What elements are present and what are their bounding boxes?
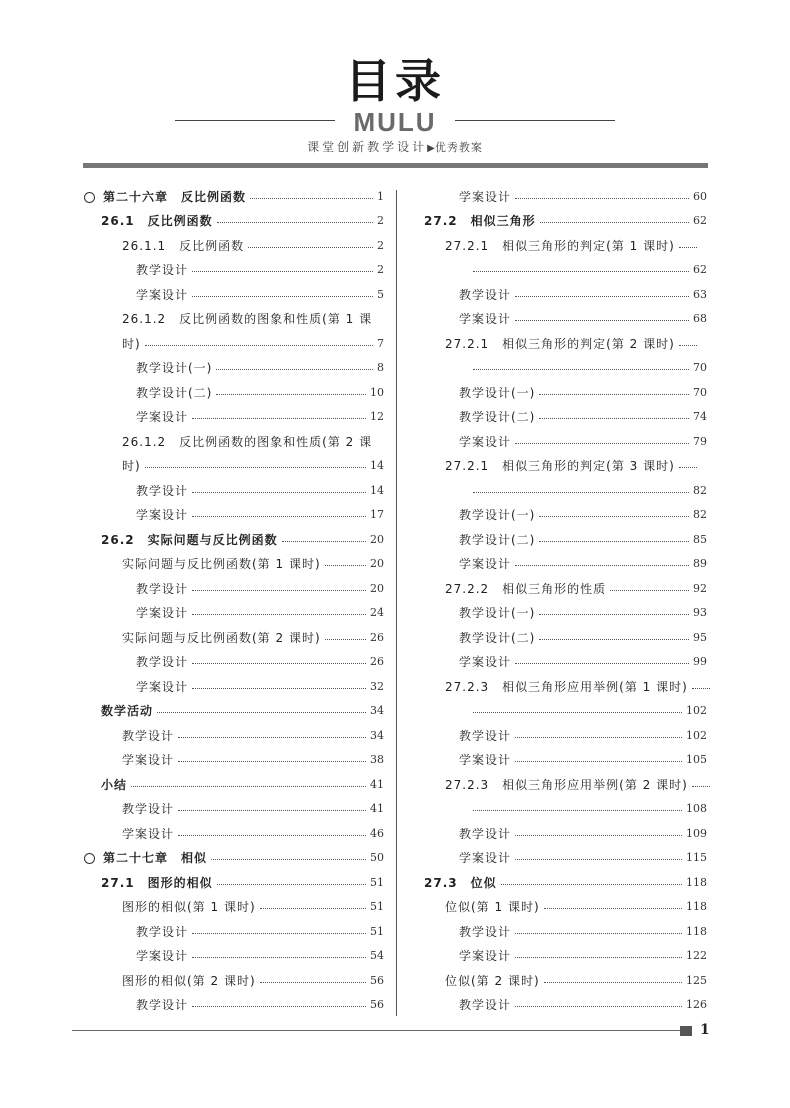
toc-entry[interactable] <box>407 870 707 895</box>
toc-entry-label: 教学设计 <box>122 728 175 743</box>
toc-entry-page: 70 <box>693 385 707 399</box>
toc-entry-page: 41 <box>370 777 384 791</box>
toc-entry[interactable] <box>84 209 384 234</box>
toc-entry-page: 54 <box>370 949 384 963</box>
toc-leader-dots <box>515 443 689 444</box>
toc-leader-dots <box>178 810 366 811</box>
toc-entry[interactable] <box>84 821 384 846</box>
toc-entry[interactable] <box>84 846 384 871</box>
toc-leader-dots <box>473 810 682 811</box>
toc-entry[interactable] <box>84 258 384 283</box>
toc-entry-label: 学案设计 <box>136 410 189 425</box>
toc-entry[interactable] <box>407 601 707 626</box>
toc-entry-page: 118 <box>686 900 707 914</box>
toc-entry-label: 教学设计 <box>136 263 189 278</box>
toc-entry-page: 5 <box>377 287 384 301</box>
toc-entry-label: 实际问题与反比例函数(第 2 课时) <box>122 630 321 645</box>
toc-entry[interactable] <box>407 846 707 871</box>
toc-entry-page: 50 <box>370 851 384 865</box>
page-number: 1 <box>700 1022 710 1038</box>
toc-entry[interactable] <box>84 307 384 332</box>
toc-entry-page: 63 <box>693 287 707 301</box>
toc-entry-label: 第二十七章 相似 <box>103 851 208 866</box>
toc-entry[interactable] <box>84 478 384 503</box>
toc-entry-label: 学案设计 <box>459 189 512 204</box>
toc-entry[interactable] <box>84 527 384 552</box>
toc-entry-label: 学案设计 <box>459 753 512 768</box>
toc-entry-page: 51 <box>370 875 384 889</box>
toc-entry-page: 108 <box>686 802 707 816</box>
toc-entry-label: 26.1 反比例函数 <box>101 214 213 229</box>
toc-leader-dots <box>131 786 366 787</box>
toc-entry[interactable] <box>84 454 384 479</box>
toc-entry[interactable] <box>84 895 384 920</box>
toc-entry[interactable] <box>84 919 384 944</box>
toc-entry-label: 教学设计 <box>136 924 189 939</box>
toc-entry[interactable] <box>407 282 707 307</box>
toc-leader-dots <box>192 933 366 934</box>
page-title: 目录 <box>345 54 445 108</box>
toc-entry[interactable] <box>84 233 384 258</box>
toc-entry-label: 学案设计 <box>136 949 189 964</box>
toc-entry-page: 56 <box>370 998 384 1012</box>
toc-entry[interactable] <box>84 674 384 699</box>
toc-entry-label: 小结 <box>101 777 128 792</box>
toc-leader-dots <box>145 345 373 346</box>
toc-entry-label: 学案设计 <box>459 557 512 572</box>
toc-entry-page: 34 <box>370 704 384 718</box>
toc-leader-dots <box>325 565 366 566</box>
circle-bullet-icon <box>84 192 95 203</box>
toc-leader-dots <box>515 565 689 566</box>
toc-entry[interactable] <box>84 601 384 626</box>
toc-entry-page: 51 <box>370 900 384 914</box>
toc-entry-label: 教学设计 <box>136 655 189 670</box>
toc-entry-label: 教学设计(二) <box>459 532 536 547</box>
toc-entry[interactable] <box>407 429 707 454</box>
toc-leader-dots <box>515 859 682 860</box>
toc-entry[interactable] <box>407 993 707 1018</box>
header-bar <box>83 163 708 168</box>
toc-leader-dots <box>473 492 689 493</box>
toc-entry-label: 教学设计(二) <box>459 410 536 425</box>
toc-entry-label: 27.1 图形的相似 <box>101 875 213 890</box>
toc-leader-dots <box>325 639 366 640</box>
toc-leader-dots <box>539 639 689 640</box>
toc-entry-page: 46 <box>370 826 384 840</box>
toc-entry[interactable] <box>84 503 384 528</box>
toc-entry[interactable] <box>84 576 384 601</box>
toc-leader-dots <box>157 712 366 713</box>
toc-leader-dots <box>539 418 689 419</box>
toc-entry[interactable] <box>407 552 707 577</box>
toc-leader-dots <box>192 492 366 493</box>
toc-leader-dots <box>178 835 366 836</box>
toc-entry[interactable] <box>84 748 384 773</box>
toc-entry[interactable] <box>407 674 707 699</box>
toc-leader-dots <box>515 761 682 762</box>
toc-entry-page: 1 <box>377 189 384 203</box>
column-divider <box>396 190 397 1016</box>
toc-entry[interactable] <box>84 429 384 454</box>
toc-entry[interactable] <box>407 748 707 773</box>
toc-entry-page: 14 <box>370 459 384 473</box>
toc-entry-label: 教学设计 <box>459 826 512 841</box>
toc-entry[interactable] <box>84 184 384 209</box>
toc-entry-label: 学案设计 <box>459 949 512 964</box>
toc-entry[interactable] <box>84 356 384 381</box>
toc-leader-dots <box>515 835 682 836</box>
toc-leader-dots <box>473 271 689 272</box>
footer-rule <box>72 1030 680 1031</box>
toc-entry-label: 教学设计 <box>459 998 512 1013</box>
toc-entry-label: 26.1.2 反比例函数的图象和性质(第 1 课 <box>122 312 373 327</box>
toc-entry[interactable] <box>407 772 707 797</box>
toc-entry-page: 105 <box>686 753 707 767</box>
toc-entry-page: 125 <box>686 973 707 987</box>
toc-leader-dots <box>248 247 373 248</box>
toc-leader-dots <box>515 296 689 297</box>
toc-entry[interactable] <box>84 650 384 675</box>
toc-entry-page: 82 <box>693 508 707 522</box>
toc-entry-label: 学案设计 <box>136 508 189 523</box>
toc-entry-page: 38 <box>370 753 384 767</box>
toc-entry-page: 79 <box>693 434 707 448</box>
toc-entry[interactable] <box>407 503 707 528</box>
toc-right-column <box>407 184 707 1017</box>
toc-leader-dots <box>692 786 710 787</box>
toc-entry-label: 学案设计 <box>459 655 512 670</box>
toc-entry-label: 教学设计 <box>122 802 175 817</box>
toc-entry-page: 89 <box>693 557 707 571</box>
toc-leader-dots <box>192 1006 366 1007</box>
toc-entry-label: 27.2.1 相似三角形的判定(第 3 课时) <box>445 459 675 474</box>
toc-leader-dots <box>211 859 366 860</box>
toc-entry[interactable] <box>84 870 384 895</box>
toc-leader-dots <box>540 222 689 223</box>
toc-entry-page: 118 <box>686 924 707 938</box>
toc-entry[interactable] <box>84 772 384 797</box>
toc-entry-label: 教学设计 <box>459 728 512 743</box>
toc-entry-page: 56 <box>370 973 384 987</box>
toc-entry[interactable] <box>84 405 384 430</box>
toc-entry-page: 26 <box>370 630 384 644</box>
toc-entry-page: 12 <box>370 410 384 424</box>
toc-entry[interactable] <box>84 282 384 307</box>
toc-entry-page: 68 <box>693 312 707 326</box>
toc-entry-label: 时) <box>122 459 141 474</box>
toc-left-column <box>84 184 384 1017</box>
toc-entry-label: 学案设计 <box>459 851 512 866</box>
toc-entry[interactable] <box>407 331 707 356</box>
toc-entry-label: 27.2.2 相似三角形的性质 <box>445 581 607 596</box>
toc-entry-page: 74 <box>693 410 707 424</box>
toc-entry-label: 数学活动 <box>101 704 154 719</box>
toc-entry-label: 第二十六章 反比例函数 <box>103 189 247 204</box>
toc-entry-label: 教学设计(一) <box>459 385 536 400</box>
toc-entry-label: 27.2.1 相似三角形的判定(第 1 课时) <box>445 238 675 253</box>
toc-leader-dots <box>192 516 366 517</box>
toc-entry[interactable] <box>84 723 384 748</box>
toc-entry-page: 20 <box>370 557 384 571</box>
toc-entry-label: 教学设计 <box>136 998 189 1013</box>
toc-entry-page: 126 <box>686 998 707 1012</box>
toc-entry-label: 位似(第 1 课时) <box>445 900 540 915</box>
toc-entry[interactable] <box>407 356 707 381</box>
toc-entry-label: 学案设计 <box>136 287 189 302</box>
toc-entry-page: 41 <box>370 802 384 816</box>
toc-leader-dots <box>515 957 682 958</box>
toc-entry[interactable] <box>84 625 384 650</box>
toc-entry-label: 教学设计 <box>136 483 189 498</box>
toc-entry-label: 27.2.3 相似三角形应用举例(第 1 课时) <box>445 679 688 694</box>
toc-entry-label: 27.3 位似 <box>424 875 497 890</box>
toc-entry-page: 8 <box>377 361 384 375</box>
toc-entry-label: 教学设计(二) <box>136 385 213 400</box>
toc-entry[interactable] <box>407 821 707 846</box>
toc-entry-label: 26.1.2 反比例函数的图象和性质(第 2 课 <box>122 434 373 449</box>
toc-leader-dots <box>515 320 689 321</box>
toc-leader-dots <box>192 957 366 958</box>
toc-entry-label: 26.1.1 反比例函数 <box>122 238 245 253</box>
footer-square <box>680 1026 692 1036</box>
toc-entry-label: 教学设计(一) <box>459 606 536 621</box>
toc-leader-dots <box>282 541 366 542</box>
toc-leader-dots <box>260 982 366 983</box>
toc-leader-dots <box>217 222 373 223</box>
toc-entry-page: 14 <box>370 483 384 497</box>
toc-entry-page: 24 <box>370 606 384 620</box>
toc-entry-page: 17 <box>370 508 384 522</box>
toc-entry-label: 教学设计 <box>459 924 512 939</box>
toc-leader-dots <box>679 345 697 346</box>
toc-entry-page: 26 <box>370 655 384 669</box>
toc-entry[interactable] <box>407 380 707 405</box>
toc-entry[interactable] <box>407 405 707 430</box>
toc-entry-label: 实际问题与反比例函数(第 1 课时) <box>122 557 321 572</box>
toc-leader-dots <box>250 198 373 199</box>
toc-entry-label: 学案设计 <box>459 434 512 449</box>
subtitle-main: 课堂创新教学设计 <box>307 140 428 154</box>
toc-entry-label: 27.2.3 相似三角形应用举例(第 2 课时) <box>445 777 688 792</box>
toc-entry-page: 10 <box>370 385 384 399</box>
toc-leader-dots <box>192 590 366 591</box>
toc-leader-dots <box>192 614 366 615</box>
toc-entry[interactable] <box>407 258 707 283</box>
toc-entry[interactable] <box>407 209 707 234</box>
toc-leader-dots <box>192 663 366 664</box>
toc-leader-dots <box>178 761 366 762</box>
toc-entry[interactable] <box>84 944 384 969</box>
toc-entry-page: 32 <box>370 679 384 693</box>
toc-leader-dots <box>610 590 689 591</box>
toc-entry-label: 学案设计 <box>136 679 189 694</box>
toc-entry-page: 92 <box>693 581 707 595</box>
toc-entry[interactable] <box>407 478 707 503</box>
toc-entry-page: 82 <box>693 483 707 497</box>
toc-entry-label: 位似(第 2 课时) <box>445 973 540 988</box>
toc-entry-page: 95 <box>693 630 707 644</box>
toc-leader-dots <box>216 394 366 395</box>
toc-entry-page: 109 <box>686 826 707 840</box>
arrow-icon: ▶ <box>427 143 435 154</box>
toc-entry[interactable] <box>407 576 707 601</box>
subtitle-tag: 优秀教案 <box>434 141 483 154</box>
toc-entry-label: 学案设计 <box>459 312 512 327</box>
toc-entry[interactable] <box>84 331 384 356</box>
toc-leader-dots <box>515 1006 682 1007</box>
toc-entry[interactable] <box>84 552 384 577</box>
toc-entry-label: 学案设计 <box>122 753 175 768</box>
toc-entry-page: 99 <box>693 655 707 669</box>
toc-leader-dots <box>539 394 689 395</box>
toc-leader-dots <box>473 369 689 370</box>
toc-leader-dots <box>679 467 697 468</box>
toc-leader-dots <box>515 663 689 664</box>
toc-leader-dots <box>515 933 682 934</box>
toc-leader-dots <box>539 614 689 615</box>
pinyin-title: MULU <box>353 107 437 137</box>
toc-entry-page: 20 <box>370 581 384 595</box>
toc-entry-label: 教学设计(二) <box>459 630 536 645</box>
toc-entry-label: 学案设计 <box>122 826 175 841</box>
toc-entry[interactable] <box>407 454 707 479</box>
toc-entry[interactable] <box>407 650 707 675</box>
toc-entry[interactable] <box>407 797 707 822</box>
toc-leader-dots <box>544 982 682 983</box>
toc-entry-page: 122 <box>686 949 707 963</box>
toc-entry[interactable] <box>84 993 384 1018</box>
toc-entry-label: 教学设计 <box>136 581 189 596</box>
toc-entry-page: 70 <box>693 361 707 375</box>
toc-entry-label: 教学设计(一) <box>459 508 536 523</box>
toc-entry-page: 93 <box>693 606 707 620</box>
toc-entry[interactable] <box>407 968 707 993</box>
toc-leader-dots <box>192 296 373 297</box>
toc-entry[interactable] <box>84 699 384 724</box>
toc-leader-dots <box>501 884 682 885</box>
toc-entry[interactable] <box>407 625 707 650</box>
toc-entry[interactable] <box>407 527 707 552</box>
toc-leader-dots <box>216 369 373 370</box>
toc-entry-page: 62 <box>693 263 707 277</box>
toc-entry-page: 102 <box>686 704 707 718</box>
toc-entry-label: 学案设计 <box>136 606 189 621</box>
toc-entry[interactable] <box>407 944 707 969</box>
toc-leader-dots <box>473 712 682 713</box>
toc-leader-dots <box>192 688 366 689</box>
toc-entry[interactable] <box>407 184 707 209</box>
toc-leader-dots <box>192 271 373 272</box>
toc-leader-dots <box>217 884 366 885</box>
toc-entry-page: 115 <box>686 851 707 865</box>
toc-entry-label: 图形的相似(第 2 课时) <box>122 973 256 988</box>
toc-leader-dots <box>539 541 689 542</box>
toc-entry-label: 时) <box>122 336 141 351</box>
toc-entry[interactable] <box>407 919 707 944</box>
toc-leader-dots <box>539 516 689 517</box>
toc-entry-label: 教学设计(一) <box>136 361 213 376</box>
toc-entry-page: 60 <box>693 189 707 203</box>
toc-entry-page: 34 <box>370 728 384 742</box>
toc-leader-dots <box>178 737 366 738</box>
toc-leader-dots <box>515 737 682 738</box>
toc-leader-dots <box>679 247 697 248</box>
toc-entry[interactable] <box>84 380 384 405</box>
toc-entry[interactable] <box>84 797 384 822</box>
subtitle <box>0 139 790 157</box>
toc-leader-dots <box>260 908 366 909</box>
toc-entry-page: 2 <box>377 214 384 228</box>
toc-entry-page: 62 <box>693 214 707 228</box>
toc-entry-label: 教学设计 <box>459 287 512 302</box>
toc-entry[interactable] <box>407 723 707 748</box>
toc-entry-label: 27.2 相似三角形 <box>424 214 536 229</box>
toc-leader-dots <box>145 467 366 468</box>
toc-entry-label: 27.2.1 相似三角形的判定(第 2 课时) <box>445 336 675 351</box>
toc-entry[interactable] <box>407 233 707 258</box>
toc-entry-page: 20 <box>370 532 384 546</box>
toc-entry-page: 2 <box>377 238 384 252</box>
toc-entry[interactable] <box>407 307 707 332</box>
toc-entry-page: 118 <box>686 875 707 889</box>
toc-entry-label: 图形的相似(第 1 课时) <box>122 900 256 915</box>
toc-entry[interactable] <box>407 699 707 724</box>
toc-leader-dots <box>692 688 710 689</box>
toc-entry-page: 2 <box>377 263 384 277</box>
toc-entry-page: 7 <box>377 336 384 350</box>
toc-entry-page: 85 <box>693 532 707 546</box>
toc-entry-page: 51 <box>370 924 384 938</box>
toc-entry-page: 102 <box>686 728 707 742</box>
toc-entry[interactable] <box>407 895 707 920</box>
toc-entry[interactable] <box>84 968 384 993</box>
toc-leader-dots <box>515 198 689 199</box>
toc-leader-dots <box>192 418 366 419</box>
toc-leader-dots <box>544 908 682 909</box>
toc-entry-label: 26.2 实际问题与反比例函数 <box>101 532 278 547</box>
circle-bullet-icon <box>84 853 95 864</box>
